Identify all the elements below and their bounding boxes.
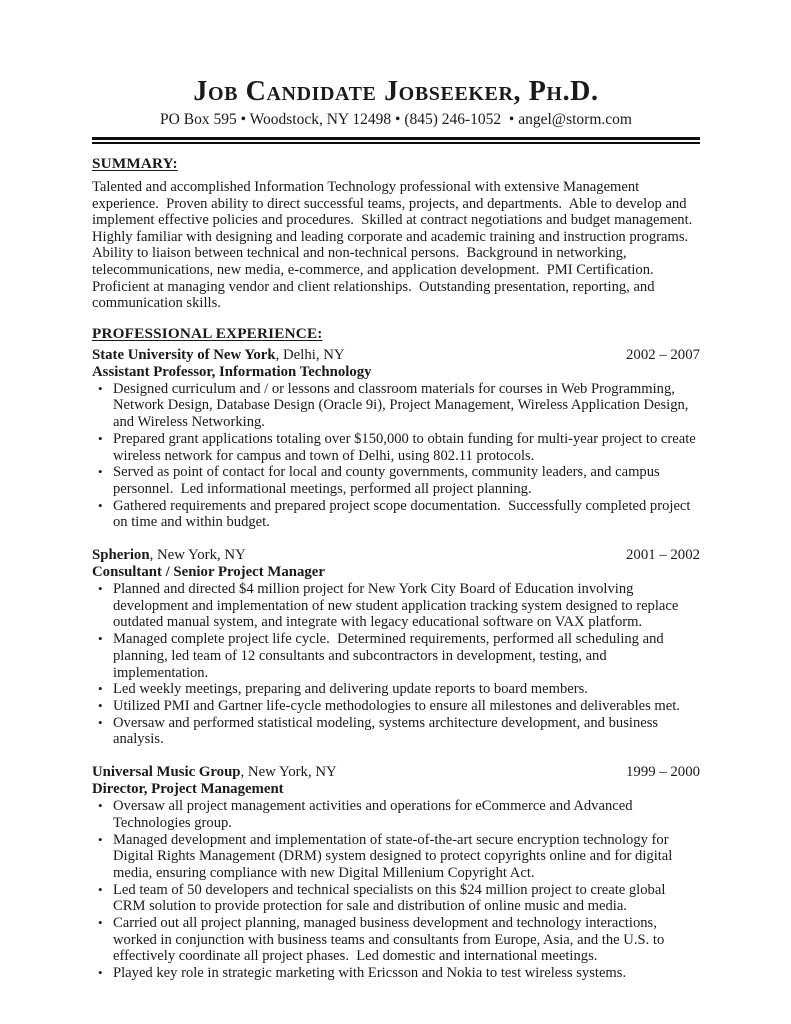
employer-name: State University of New York (92, 346, 276, 363)
bullet-item (92, 498, 700, 531)
bullet-text: Played key role in strategic marketing with Ericsson and Nokia to test wireless systems. (113, 965, 627, 982)
bullet-icon: • (98, 464, 103, 480)
bullet-item (92, 581, 700, 631)
job-header-row (92, 547, 700, 564)
bullet-text: Designed curriculum and / or lessons and classroom materials for courses in Web Programming, Network Design, Database Design (Oracle 9i), Project Management, Wireless Application Design, and Wireless Networking. (113, 380, 693, 431)
bullet-icon: • (98, 681, 103, 697)
bullet-icon: • (98, 380, 103, 396)
summary-heading: SUMMARY: (92, 155, 178, 172)
bullet-text: Oversaw all project management activities and operations for eCommerce and Advanced Technologies group. (113, 798, 636, 831)
job-dates: 2002 – 2007 (626, 346, 700, 363)
bullet-text: Utilized PMI and Gartner life-cycle methodologies to ensure all milestones and deliverables met. (113, 698, 680, 714)
bullet-item (92, 882, 700, 915)
bullet-text: Carried out all project planning, managed business development and technology interactions, worked in conjunction with business teams and consultants from Europe, Asia, and the U.S. to effectively coordinate all project phases. Led domestic and international meetings. (113, 915, 668, 965)
job-employer-location (92, 347, 345, 364)
job-entry-state-university (92, 347, 700, 531)
job-header-row (92, 347, 700, 364)
job-location: , Delhi, NY (275, 346, 345, 363)
job-bullet-list (92, 798, 700, 982)
job-title: Director, Project Management (92, 781, 284, 798)
job-employer-location (92, 764, 337, 781)
candidate-name: Job Candidate Jobseeker, Ph.D. (193, 76, 599, 107)
header-divider-rule (92, 137, 700, 144)
job-location: , New York, NY (149, 547, 246, 564)
bullet-text: Managed complete project life cycle. Determined requirements, performed all scheduling and planning, led team of 12 consultants and subcontractors in development, testing, and implementation. (113, 631, 668, 681)
bullet-icon: • (98, 714, 103, 730)
bullet-icon: • (98, 881, 103, 897)
summary-paragraph: Talented and accomplished Information Technology professional with extensive Management experience. Proven ability to direct successful teams, projects, and departments. Able to develop and implement effective policies and procedures. Skilled at contract negotiations and budget management. Highly familiar with designing and leading corporate and academic training and instruction programs. Ability to liaison between technical and non-technical persons. Background in networking, telecommunications, new media, e-commerce, and application development. PMI Certification. Proficient at managing vendor and client relationships. Outstanding presentation, reporting, and communication skills. (92, 179, 700, 312)
job-dates: 1999 – 2000 (626, 764, 700, 781)
bullet-icon: • (98, 631, 103, 647)
bullet-text: Prepared grant applications totaling over $150,000 to obtain funding for multi-year project to create wireless network for campus and town of Delhi, using 802.11 protocols. (113, 430, 700, 464)
job-header-row (92, 764, 700, 781)
job-dates: 2001 – 2002 (626, 547, 700, 564)
bullet-item (92, 915, 700, 965)
bullet-icon: • (98, 831, 103, 847)
bullet-item (92, 431, 700, 464)
bullet-item (92, 698, 700, 715)
bullet-text: Planned and directed $4 million project for New York City Board of Education involving development and implementation of new student application tracking system designed to replace outdated manual system, and integrate with legacy educational software on VAX platform. (113, 581, 683, 631)
bullet-item (92, 631, 700, 681)
job-title: Consultant / Senior Project Manager (92, 564, 325, 581)
job-employer-location (92, 547, 246, 564)
employer-name: Universal Music Group (92, 764, 241, 781)
bullet-text: Managed development and implementation of state-of-the-art secure encryption technology for Digital Rights Management (DRM) system designed to protect copyrights online and for digital media, ensuring compliance with new Digital Millenium Copyright Act. (113, 831, 676, 881)
resume-header (92, 76, 700, 144)
employer-name: Spherion (92, 547, 150, 564)
bullet-text: Led weekly meetings, preparing and delivering update reports to board members. (113, 681, 588, 698)
job-location: , New York, NY (240, 764, 337, 781)
experience-section (92, 325, 700, 982)
bullet-icon: • (98, 915, 103, 931)
summary-section (92, 155, 700, 312)
bullet-icon: • (98, 430, 103, 446)
bullet-text: Led team of 50 developers and technical specialists on this $24 million project to create global CRM solution to provide protection for sale and distribution of online music and media. (113, 881, 670, 915)
bullet-icon: • (98, 965, 103, 981)
bullet-item (92, 832, 700, 882)
bullet-item (92, 965, 700, 982)
bullet-text: Gathered requirements and prepared project scope documentation. Successfully completed project on time and within budget. (113, 497, 695, 531)
bullet-icon: • (98, 581, 103, 597)
job-bullet-list (92, 381, 700, 531)
bullet-item (92, 464, 700, 497)
bullet-text: Served as point of contact for local and county governments, community leaders, and campus personnel. Led informational meetings, performed all project planning. (113, 464, 664, 497)
bullet-icon: • (98, 798, 103, 814)
bullet-item (92, 798, 700, 831)
bullet-icon: • (98, 698, 103, 713)
job-entry-spherion (92, 547, 700, 748)
bullet-icon: • (98, 497, 103, 513)
job-entry-universal-music (92, 764, 700, 982)
job-bullet-list (92, 581, 700, 748)
bullet-text: Oversaw and performed statistical modeling, systems architecture development, and business analysis. (113, 714, 662, 748)
bullet-item (92, 715, 700, 748)
bullet-item (92, 681, 700, 698)
job-title: Assistant Professor, Information Technology (92, 363, 372, 380)
contact-line: PO Box 595 • Woodstock, NY 12498 • (845) 246-1052 • angel@storm.com (160, 111, 632, 128)
experience-heading: PROFESSIONAL EXPERIENCE: (92, 324, 323, 342)
bullet-item (92, 381, 700, 431)
